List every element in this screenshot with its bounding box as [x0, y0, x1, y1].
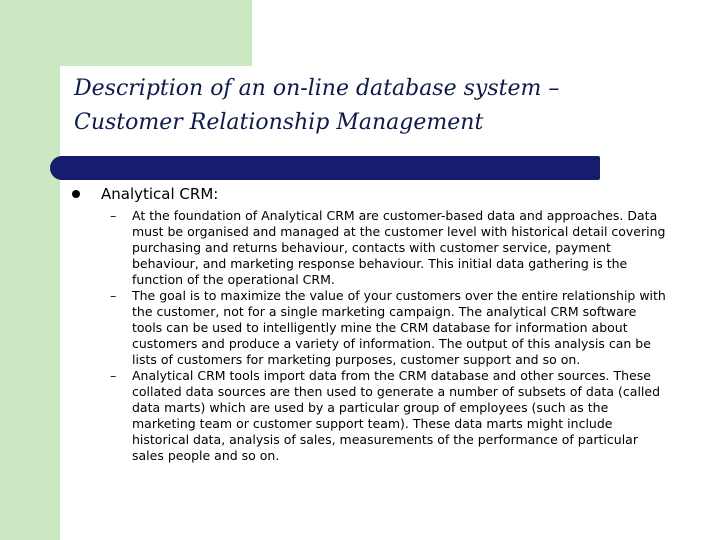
slide-title-line-1: Description of an on-line database system – — [74, 76, 560, 101]
sub-bullet-item — [110, 368, 670, 464]
dash-marker: – — [110, 288, 117, 303]
slide-title-line-2: Customer Relationship Management — [74, 110, 484, 135]
slide-title — [74, 72, 674, 140]
dash-marker: – — [110, 368, 117, 383]
sub-bullet-text: At the foundation of Analytical CRM are customer-based data and approaches. Data must be organised and managed at the customer level with historical detail covering purchasing and returns behaviour, contacts with customer service, payment behaviour, and marketing response behaviour. This initial data gathering is the function of the operational CRM. — [132, 208, 666, 287]
sub-bullet-item — [110, 288, 670, 368]
dash-marker: – — [110, 208, 117, 223]
accent-block-side — [0, 0, 60, 540]
sub-bullet-text: Analytical CRM tools import data from the CRM database and other sources. These collated data sources are then used to generate a number of subsets of data (called data marts) which are used by a particular group of employees (such as the marketing team or customer support team). These data marts might include historical data, analysis of sales, measurements of the performance of particular sales people and so on. — [132, 368, 661, 463]
sub-bullet-list — [110, 208, 670, 464]
bullet-heading: Analytical CRM: — [101, 185, 219, 203]
divider-bar — [60, 156, 600, 180]
bullet-dot — [72, 190, 80, 198]
sub-bullet-text: The goal is to maximize the value of your customers over the entire relationship with the customer, not for a single marketing campaign. The analytical CRM software tools can be used to intelligently mine the CRM database for information about customers and produce a variety of information. The output of this analysis can be lists of customers for marketing purposes, customer support and so on. — [132, 288, 666, 367]
sub-bullet-item — [110, 208, 670, 288]
